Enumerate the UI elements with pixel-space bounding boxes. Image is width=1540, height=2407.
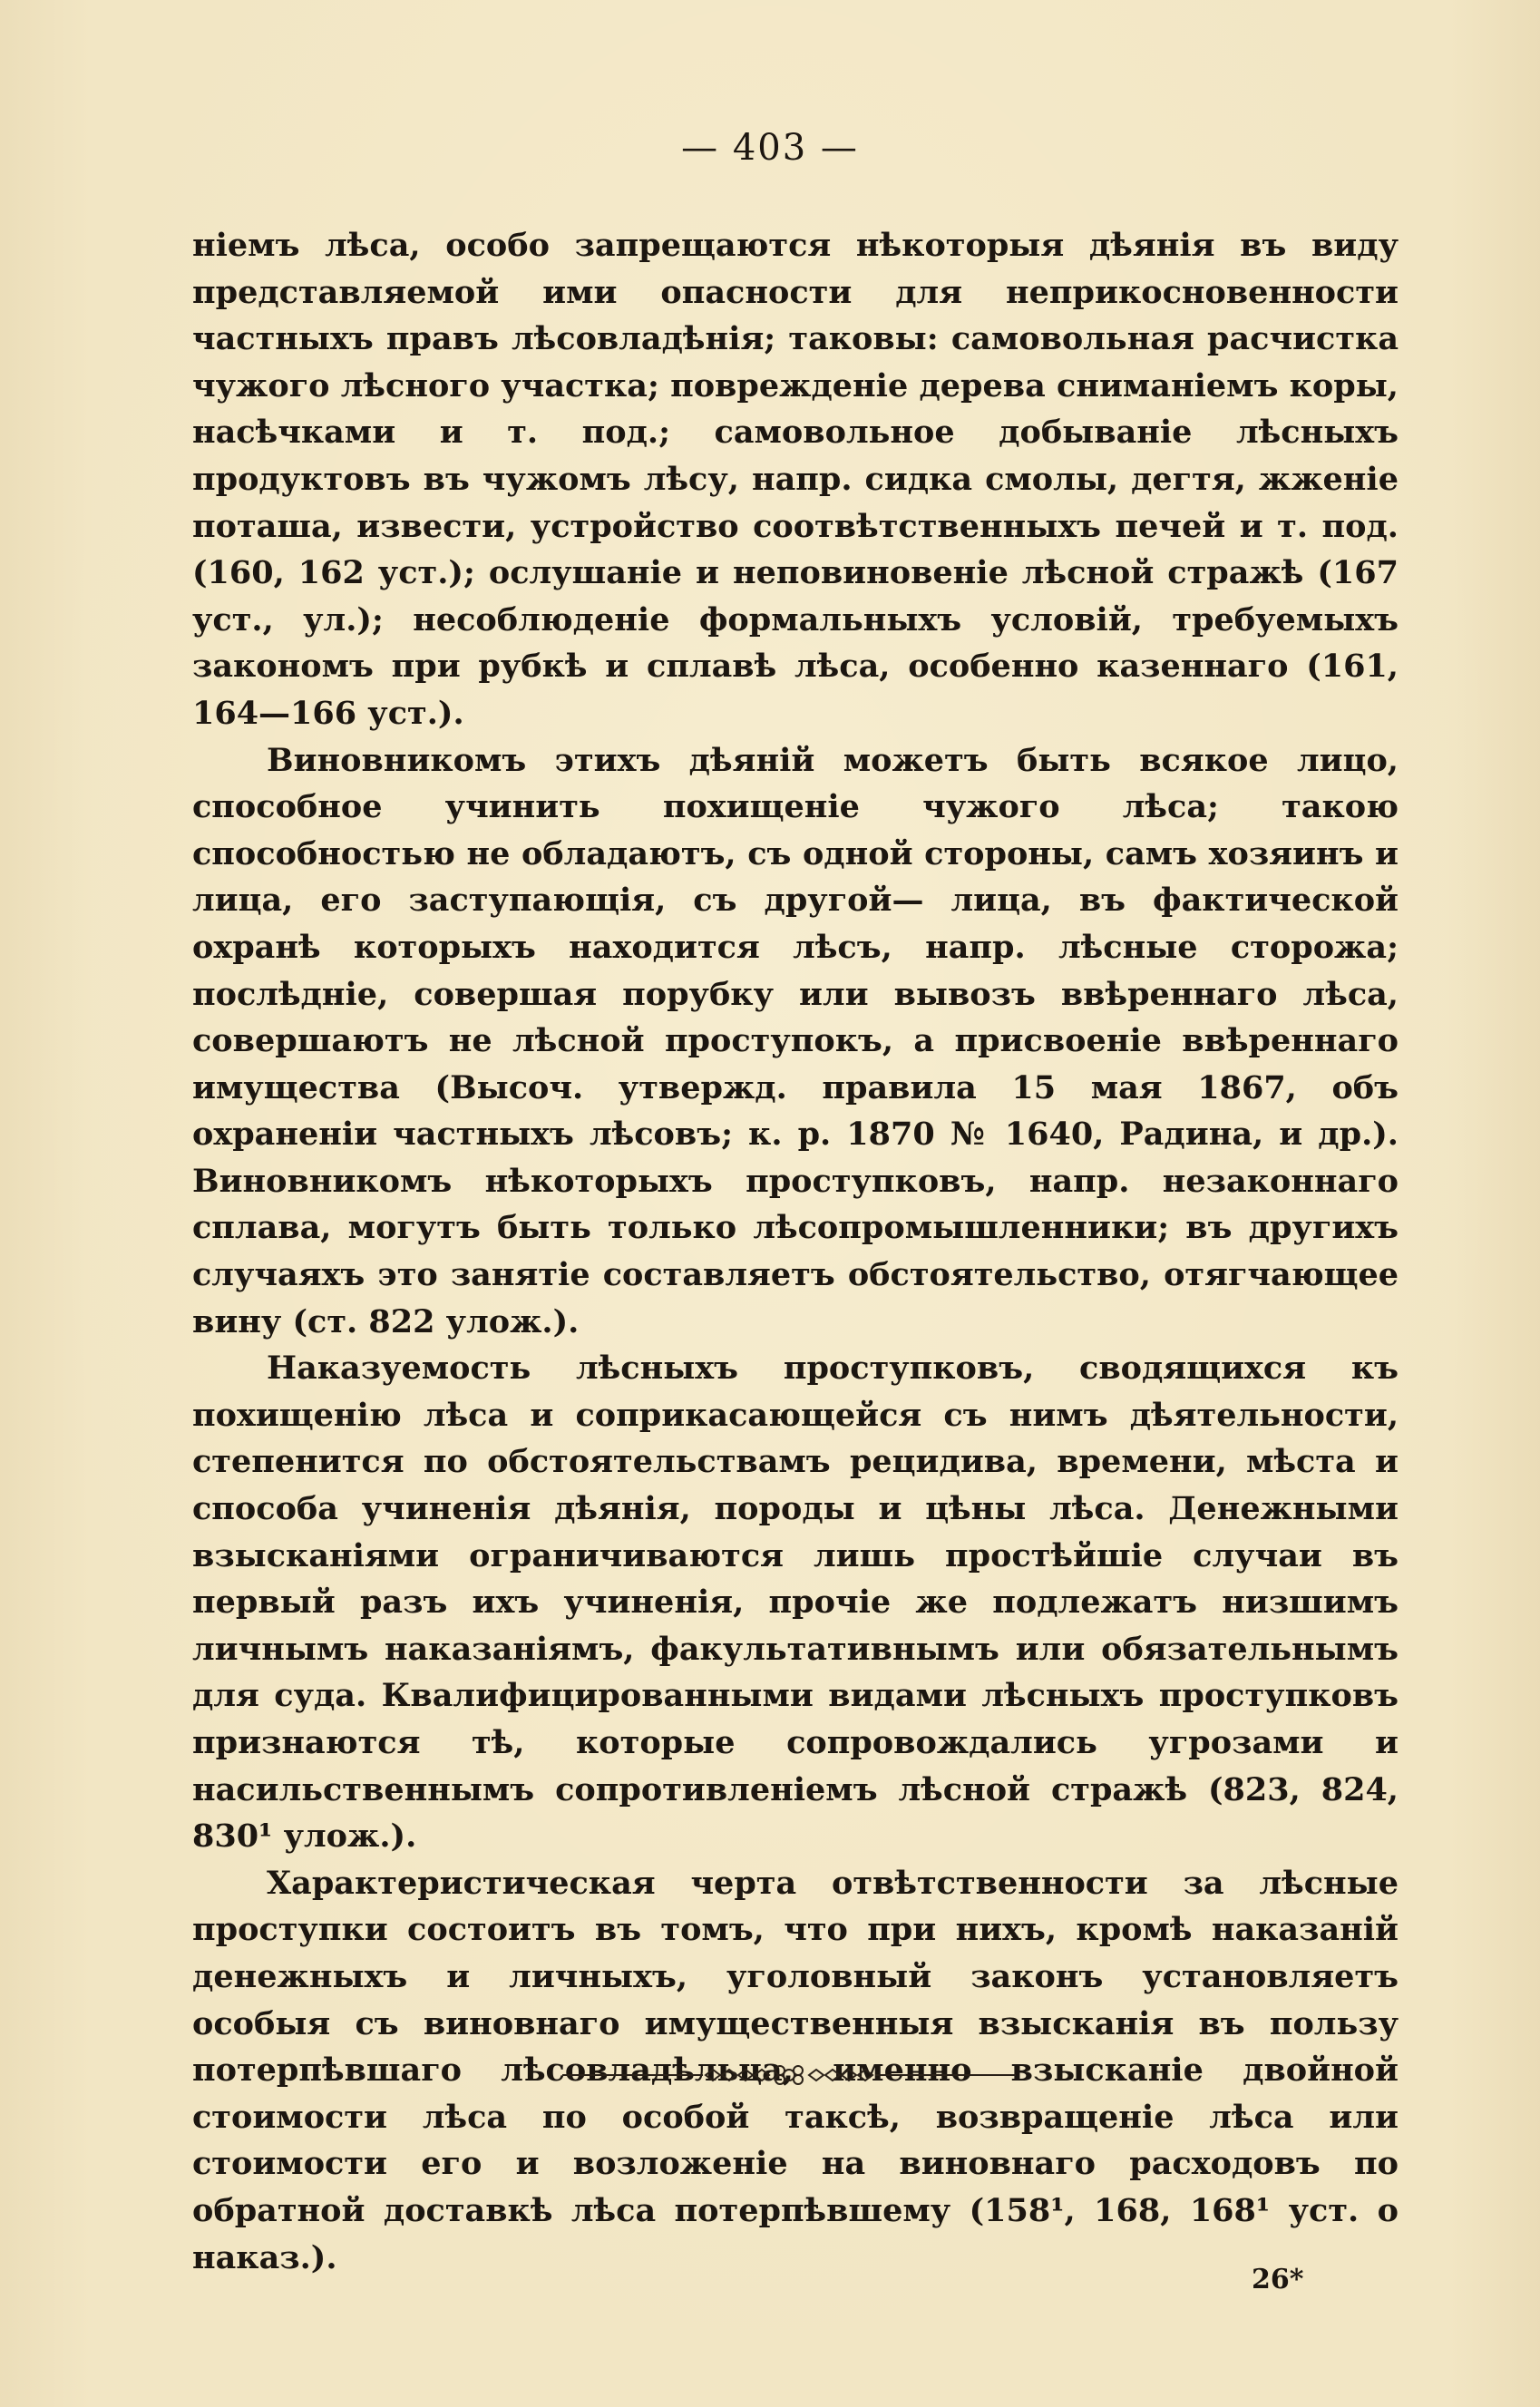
page-number: — 403 —	[681, 127, 859, 169]
paragraph-2: Виновникомъ этихъ дѣяній можетъ быть всякое лицо, способное учинить похищеніе чужого лѣса; такою способностью не обладаютъ, съ одной стороны, самъ хозяинъ и лица, его заступающія, съ другой— лица, въ фактической охранѣ которыхъ находится лѣсъ, напр. лѣсные сторожа; послѣдніе, совершая порубку или вывозъ ввѣреннаго лѣса, совершаютъ не лѣсной проступокъ, а присвоеніе ввѣреннаго имущества (Высоч. утвержд. правила 15 мая 1867, объ охраненіи частныхъ лѣсовъ; к. р. 1870 № 1640, Радина, и др.). Виновникомъ нѣкоторыхъ проступковъ, напр. незаконнаго сплава, могутъ быть только лѣсопромышленники; въ другихъ случаяхъ это занятіе составляетъ обстоятельство, отягчающее вину (ст. 822 улож.).	[192, 741, 1399, 1340]
signature-mark: 26*	[1252, 2264, 1304, 2295]
ornamental-rule-icon	[562, 2057, 1016, 2093]
paragraph-3: Наказуемость лѣсныхъ проступковъ, сводящихся къ похищенію лѣса и соприкасающейся съ нимъ дѣятельности, степенится по обстоятельствамъ рецидива, времени, мѣста и способа учиненія дѣянія, породы и цѣны лѣса. Денежными взысканіями ограничиваются лишь простѣйшіе случаи въ первый разъ ихъ учиненія, прочіе же подлежатъ низшимъ личнымъ наказаніямъ, факультативнымъ или обязательнымъ для суда. Квалифицированными видами лѣсныхъ проступковъ признаются тѣ, которые сопровождались угрозами и насильственнымъ сопротивленіемъ лѣсной стражѣ (823, 824, 830¹ улож.).	[192, 1350, 1399, 1856]
body-text	[192, 222, 1399, 2281]
paragraph-4: Характеристическая черта отвѣтственности за лѣсные проступки состоитъ въ томъ, что при нихъ, кромѣ наказаній денежныхъ и личныхъ, уголовный законъ установляетъ особыя съ виновнаго имущественныя взысканія въ пользу потерпѣвшаго лѣсовладѣльца, именно взысканіе двойной стоимости лѣса по особой таксѣ, возвращеніе лѣса или стоимости его и возложеніе на виновнаго расходовъ по обратной доставкѣ лѣса потерпѣвшему (158¹, 168, 168¹ уст. о наказ.).	[192, 1864, 1399, 2276]
paragraph-1: ніемъ лѣса, особо запрещаются нѣкоторыя дѣянія въ виду представляемой ими опасности для неприкосновенности частныхъ правъ лѣсовладѣнія; таковы: самовольная расчистка чужого лѣсного участка; поврежденіе дерева сниманіемъ коры, насѣчками и т. под.; самовольное добываніе лѣсныхъ продуктовъ въ чужомъ лѣсу, напр. сидка смолы, дегтя, жженіе поташа, извести, устройство соотвѣтственныхъ печей и т. под. (160, 162 уст.); ослушаніе и неповиновеніе лѣсной стражѣ (167 уст., ул.); несоблюденіе формальныхъ условій, требуемыхъ закономъ при рубкѣ и сплавѣ лѣса, особенно казеннаго (161, 164—166 уст.).	[192, 227, 1399, 732]
